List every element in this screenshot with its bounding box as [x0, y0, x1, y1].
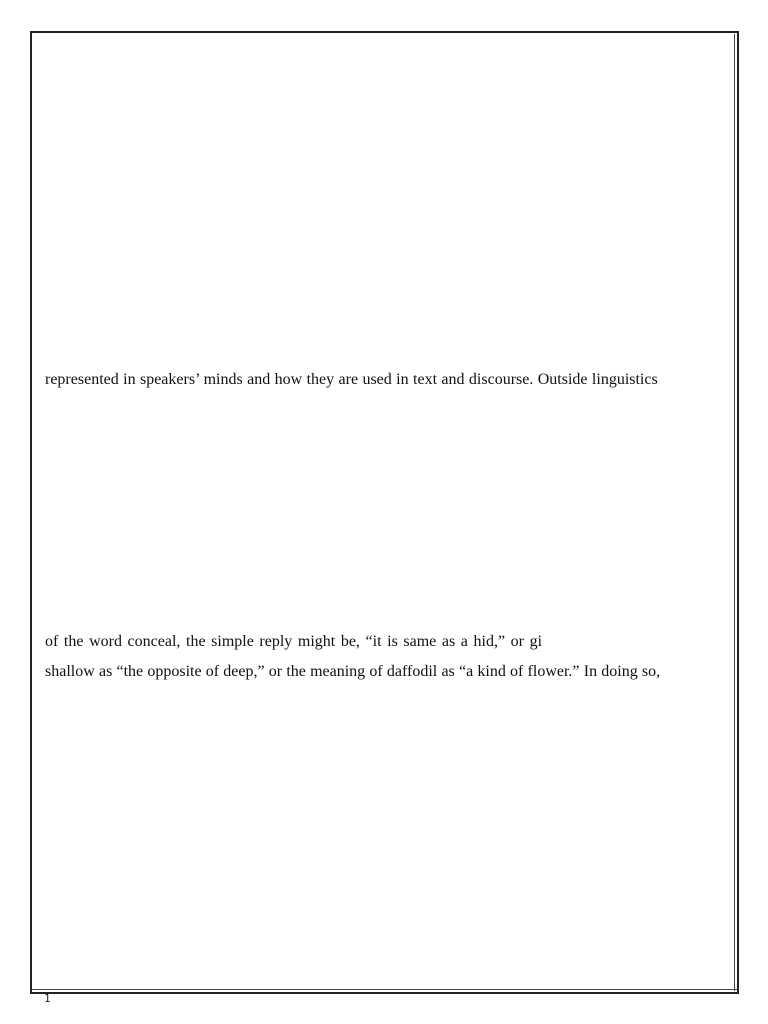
text-line: represented in speakers’ minds and how they are used in text and discourse. Outside linguistics	[45, 371, 658, 388]
page-border	[30, 31, 739, 994]
text-line: shallow as “the opposite of deep,” or the meaning of daffodil as “a kind of flower.” In doing so,	[45, 663, 661, 680]
page-number: 1	[44, 992, 51, 1005]
text-line: of the word conceal, the simple reply might be, “it is same as a hid,” or gi	[45, 633, 543, 650]
